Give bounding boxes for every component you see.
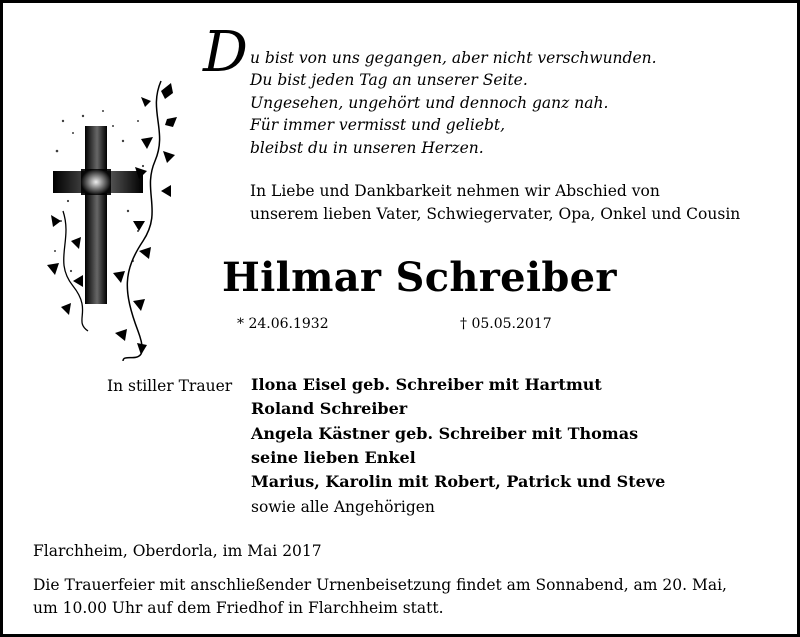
service-line: um 10.00 Uhr auf dem Friedhof in Flarchheim statt. xyxy=(33,599,444,617)
service-line: Die Trauerfeier mit anschließender Urnenbeisetzung findet am Sonnabend, am 20. Mai, xyxy=(33,576,727,594)
poem-line: bleibst du in unseren Herzen. xyxy=(250,139,484,157)
mourner-line: Ilona Eisel geb. Schreiber mit Hartmut xyxy=(251,375,602,394)
cross-with-ivy-icon xyxy=(43,71,193,361)
place-date: Flarchheim, Oberdorla, im Mai 2017 xyxy=(33,542,322,560)
birth-date: * 24.06.1932 xyxy=(237,316,329,332)
mourner-line: Roland Schreiber xyxy=(251,399,408,418)
intro-line: In Liebe und Dankbarkeit nehmen wir Abschied von xyxy=(250,182,660,200)
deceased-name: Hilmar Schreiber xyxy=(222,254,617,301)
poem-line: Ungesehen, ungehört und dennoch ganz nah. xyxy=(250,94,609,112)
poem-line: Für immer vermisst und geliebt, xyxy=(250,116,506,134)
death-date: † 05.05.2017 xyxy=(460,316,552,332)
mourners-label: In stiller Trauer xyxy=(107,377,233,395)
intro-line: unserem lieben Vater, Schwiegervater, Opa, Onkel und Cousin xyxy=(250,205,741,223)
mourner-line: sowie alle Angehörigen xyxy=(251,498,435,516)
poem-line: u bist von uns gegangen, aber nicht verschwunden. xyxy=(250,49,657,67)
poem-line: Du bist jeden Tag an unserer Seite. xyxy=(250,71,528,89)
mourner-line: Marius, Karolin mit Robert, Patrick und Steve xyxy=(251,472,666,491)
mourner-line: Angela Kästner geb. Schreiber mit Thomas xyxy=(251,424,639,443)
poem-dropcap: D xyxy=(203,20,248,85)
mourner-line: seine lieben Enkel xyxy=(251,448,416,467)
